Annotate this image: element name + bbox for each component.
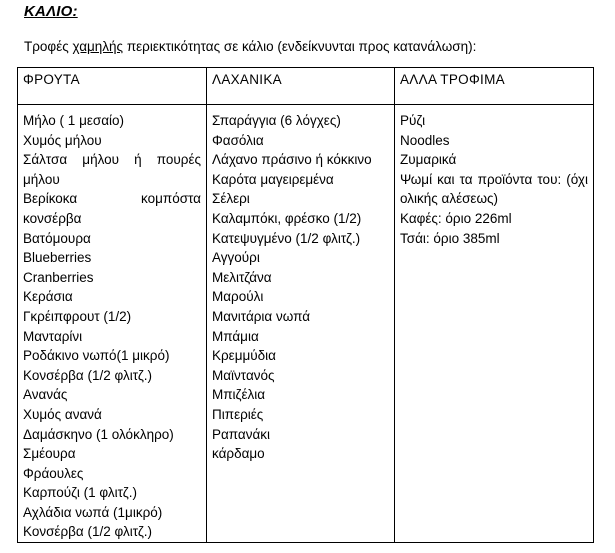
list-item: Ραπανάκι <box>212 426 271 442</box>
list-item: Μανιτάρια νωπά <box>212 308 311 324</box>
list-item: Μανταρίνι <box>23 328 83 344</box>
list-item: Μήλο ( 1 μεσαίο) <box>23 113 124 128</box>
list-item: Κατεψυγμένο (1/2 φλιτζ.) <box>212 230 361 246</box>
subtitle <box>24 39 476 54</box>
list-item: Τσάι: όριο 385ml <box>400 230 500 246</box>
list-item: Χυμός μήλου <box>23 132 102 148</box>
header-vegetables: ΛΑΧΑΝΙΚΑ <box>207 68 395 105</box>
list-item: κάρδαμο <box>212 446 265 462</box>
list-item: Φράουλες <box>23 465 84 481</box>
list-item: Μαρούλι <box>212 289 264 305</box>
list-item: Αγγούρι <box>212 250 260 266</box>
list-item: Ανανάς <box>23 387 68 403</box>
list-item: Σπαράγγια (6 λόγχες) <box>212 113 341 128</box>
fruits-cell <box>18 105 207 543</box>
list-item: Blueberries <box>23 250 92 266</box>
list-item: Πιπεριές <box>212 406 264 422</box>
list-item: Μελιτζάνα <box>212 269 272 285</box>
list-item: Κονσέρβα (1/2 φλιτζ.) <box>23 524 153 540</box>
list-item: Καφές: όριο 226ml <box>400 210 512 226</box>
list-item: Noodles <box>400 132 450 148</box>
subtitle-suffix: περιεκτικότητας σε κάλιο (ενδείκνυνται προς κατανάλωση): <box>123 39 477 54</box>
list-item: Cranberries <box>23 269 94 285</box>
list-item: Κεράσια <box>23 289 73 305</box>
table-row <box>18 105 594 543</box>
list-item: Λάχανο πράσινο ή κόκκινο <box>212 152 372 168</box>
list-item: Ζυμαρικά <box>400 152 457 168</box>
page-title: ΚΑΛΙΟ: <box>24 3 78 20</box>
list-item: Καρπούζι (1 φλιτζ.) <box>23 485 137 501</box>
list-item: Καλαμπόκι, φρέσκο (1/2) <box>212 210 362 226</box>
list-item: Κονσέρβα (1/2 φλιτζ.) <box>23 367 153 383</box>
list-item: Καρότα μαγειρεμένα <box>212 171 334 187</box>
foods-table <box>17 67 594 543</box>
subtitle-underlined-word: χαμηλής <box>72 39 124 54</box>
list-item: Ψωμί και τα προϊόντα του: (όχι ολικής αλέσεως) <box>400 171 588 207</box>
vegetables-cell <box>207 105 395 543</box>
list-item: Μπιζέλια <box>212 387 266 403</box>
list-item: Γκρέιπφρουτ (1/2) <box>23 308 132 324</box>
other-foods-cell <box>395 105 594 543</box>
list-item: Αχλάδια νωπά (1μικρό) <box>23 504 163 520</box>
list-item: Σάλτσα μήλου ή πουρές μήλου <box>23 152 201 187</box>
list-item: Ροδάκινο νωπό(1 μικρό) <box>23 348 170 364</box>
list-item: Χυμός ανανά <box>23 406 102 422</box>
list-item: Βερίκοκα κομπόστα κονσέρβα <box>23 191 201 226</box>
list-item: Μπάμια <box>212 328 259 344</box>
list-item: Κρεμμύδια <box>212 348 276 364</box>
subtitle-prefix: Τροφές <box>24 39 73 54</box>
header-fruits: ΦΡΟΥΤΑ <box>18 68 207 105</box>
list-item: Βατόμουρα <box>23 230 91 246</box>
table-header-row <box>18 68 594 105</box>
list-item: Δαμάσκηνο (1 ολόκληρο) <box>23 426 174 442</box>
list-item: Σέλερι <box>212 191 250 207</box>
list-item: Σμέουρα <box>23 446 76 462</box>
header-other-foods: ΑΛΛΑ ΤΡΟΦΙΜΑ <box>395 68 594 105</box>
list-item: Φασόλια <box>212 132 264 148</box>
list-item: Ρύζι <box>400 113 426 128</box>
list-item: Μαϊντανός <box>212 367 275 383</box>
